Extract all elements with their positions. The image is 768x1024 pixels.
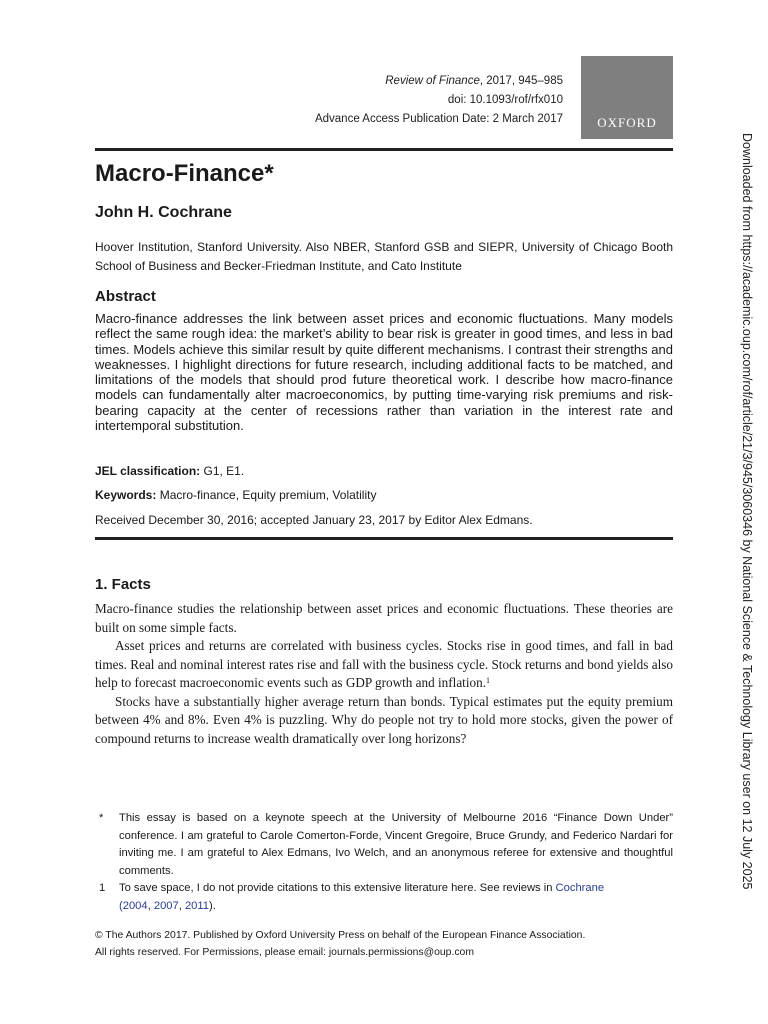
footnote-1-text: To save space, I do not provide citations to this extensive literature here. See reviews in <box>119 882 556 894</box>
jel-label: JEL classification: <box>95 464 201 478</box>
paragraph-1: Macro-finance studies the relationship between asset prices and economic fluctuations. These theories are built on some simple facts. <box>95 601 673 635</box>
received-line: Received December 30, 2016; accepted January 23, 2017 by Editor Alex Edmans. <box>95 513 533 527</box>
journal-header <box>163 72 563 129</box>
doi: doi: 10.1093/rof/rfx010 <box>447 94 563 106</box>
citation-link-paren[interactable]: ( <box>119 899 123 912</box>
abstract-text: Macro-finance addresses the link between asset prices and economic fluctuations. Many models reflect the same rough idea: the market’s ability to bear risk is greater in good times, and less in bad times. Models achieve this similar result by quite different mechanisms. I contrast their strengths and weaknesses. I highlight directions for future research, including additional facts to be matched, and limitations of the models that should prod future theoretical work. I describe how macro-finance models can fundamentally alter macroeconomics, by putting time-varying risk premiums and risk-bearing capacity at the center of recessions rather than variation in the interest rate and intertemporal substitution. <box>95 311 673 434</box>
jel-classification <box>95 463 673 479</box>
copyright-line-1: © The Authors 2017. Published by Oxford University Press on behalf of the European Finance Association. <box>95 930 586 941</box>
footnote-star-mark: * <box>99 812 104 824</box>
abstract-heading: Abstract <box>95 288 156 305</box>
footnotes <box>95 810 673 915</box>
citation-link-cochrane[interactable]: Cochrane <box>555 882 605 894</box>
journal-name: Review of Finance <box>385 75 480 87</box>
paragraph-3: Stocks have a substantially higher average return than bonds. Typical estimates put the equity premium between 4% and 8%. Even 4% is puzzling. Why do people not try to hold more stocks, given the power of compound returns to increase wealth dramatically over long horizons? <box>95 693 673 746</box>
keywords-label: Keywords: <box>95 488 157 502</box>
download-watermark <box>737 133 757 896</box>
article-title: Macro-Finance* <box>95 160 274 187</box>
keywords <box>95 487 673 503</box>
footnote-ref-1[interactable]: 1 <box>486 676 490 685</box>
section-body <box>95 600 673 748</box>
paragraph-2 <box>95 637 673 693</box>
download-watermark-text: Downloaded from https://academic.oup.com/rof/article/21/3/945/3060346 by National Science & Technology Library user on 12 July 2025 <box>740 133 754 890</box>
paragraph-2-text: Asset prices and returns are correlated with business cycles. Stocks rise in good times, and fall in bad times. Real and nominal interest rates rise and fall with the business cycle. Stock returns and bond yields also help to forecast macroeconomic events such as GDP growth and inflation. <box>95 638 673 690</box>
footnote-1-mark: 1 <box>99 882 106 894</box>
bottom-rule <box>95 537 673 540</box>
footnote-star-text: This essay is based on a keynote speech at the University of Melbourne 2016 “Finance Down Under” conference. I am grateful to Carole Comerton-Forde, Vincent Gregoire, Bruce Grundy, and Federico Nardari for inviting me. I am grateful to Alex Edmans, Ivo Welch, and an anonymous referee for extensive and thoughtful comments. <box>119 812 673 877</box>
author-affiliation: Hoover Institution, Stanford University. Also NBER, Stanford GSB and SIEPR, University of Chicago Booth School of Business and Becker-Friedman Institute, and Cato Institute <box>95 240 673 273</box>
journal-citation: , 2017, 945–985 <box>479 75 563 87</box>
section-heading: 1. Facts <box>95 576 151 593</box>
keywords-value: Macro-finance, Equity premium, Volatility <box>156 488 377 502</box>
advance-access-date: Advance Access Publication Date: 2 March 2017 <box>314 113 563 125</box>
copyright-notice <box>95 928 673 961</box>
citation-link-2007[interactable]: 2007 <box>153 899 179 912</box>
footnote-1: 1 To save space, I do not provide citations to this extensive literature here. See reviews in Cochrane (2004, 2007, 2011). <box>99 882 605 912</box>
top-rule <box>95 148 673 151</box>
oxford-logo <box>581 56 673 139</box>
footnote-1-end: ). <box>209 899 216 912</box>
copyright-line-2: All rights reserved. For Permissions, please email: journals.permissions@oup.com <box>95 946 474 958</box>
citation-link-2011[interactable]: 2011 <box>184 899 210 912</box>
footnote-star <box>95 810 673 880</box>
oxford-logo-text: OXFORD <box>597 115 657 130</box>
author-name: John H. Cochrane <box>95 204 232 221</box>
jel-value: G1, E1. <box>200 464 245 478</box>
citation-link-2004[interactable]: 2004 <box>122 899 148 912</box>
